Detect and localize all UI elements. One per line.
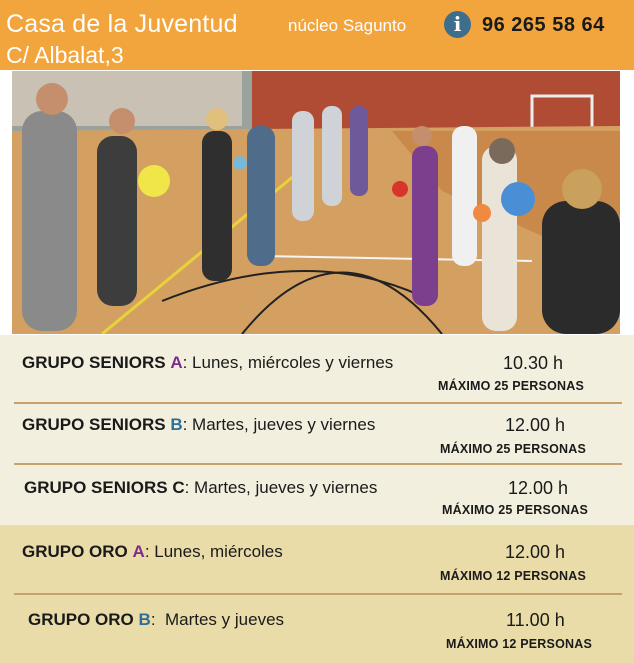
group-letter: A — [132, 542, 145, 561]
group-letter: A — [170, 353, 183, 372]
group-row-seniors-a — [22, 353, 393, 373]
divider — [14, 593, 622, 595]
group-row-oro-b — [28, 610, 284, 630]
page-subtitle: núcleo Sagunto — [288, 16, 407, 35]
group-name: GRUPO SENIORS — [22, 415, 166, 434]
group-days: : Martes, jueves y viernes — [182, 415, 376, 434]
group-time: 12.00 h — [505, 415, 566, 435]
group-name: GRUPO ORO — [22, 542, 128, 561]
group-time: 11.00 h — [506, 610, 565, 630]
divider — [14, 402, 622, 404]
group-days: : Lunes, miércoles y viernes — [182, 353, 394, 372]
gym-activity-photo — [12, 71, 620, 334]
group-name: GRUPO SENIORS — [24, 478, 168, 497]
group-max: MÁXIMO 25 PERSONAS — [440, 442, 586, 456]
group-days: : Lunes, miércoles — [144, 542, 283, 561]
group-days: : Martes y jueves — [150, 610, 285, 629]
group-max: MÁXIMO 25 PERSONAS — [442, 503, 588, 517]
group-days: : Martes, jueves y viernes — [184, 478, 378, 497]
header-bar — [0, 0, 634, 70]
page-title: Casa de la Juventud — [6, 10, 238, 38]
group-row-oro-a — [22, 542, 283, 562]
divider — [14, 463, 622, 465]
info-icon: i — [444, 11, 471, 38]
group-name: GRUPO SENIORS — [22, 353, 166, 372]
group-time: 12.00 h — [508, 478, 569, 498]
group-time: 10.30 h — [503, 353, 564, 373]
phone-number: 96 265 58 64 — [482, 14, 605, 36]
group-row-seniors-c — [24, 478, 377, 498]
group-max: MÁXIMO 25 PERSONAS — [438, 379, 584, 393]
address: C/ Albalat,3 — [6, 42, 124, 68]
group-max: MÁXIMO 12 PERSONAS — [446, 637, 592, 651]
group-letter: C — [172, 478, 185, 497]
group-max: MÁXIMO 12 PERSONAS — [440, 569, 586, 583]
group-letter: B — [170, 415, 183, 434]
group-letter: B — [138, 610, 151, 629]
group-row-seniors-b — [22, 415, 375, 435]
group-time: 12.00 h — [505, 542, 566, 562]
group-name: GRUPO ORO — [28, 610, 134, 629]
